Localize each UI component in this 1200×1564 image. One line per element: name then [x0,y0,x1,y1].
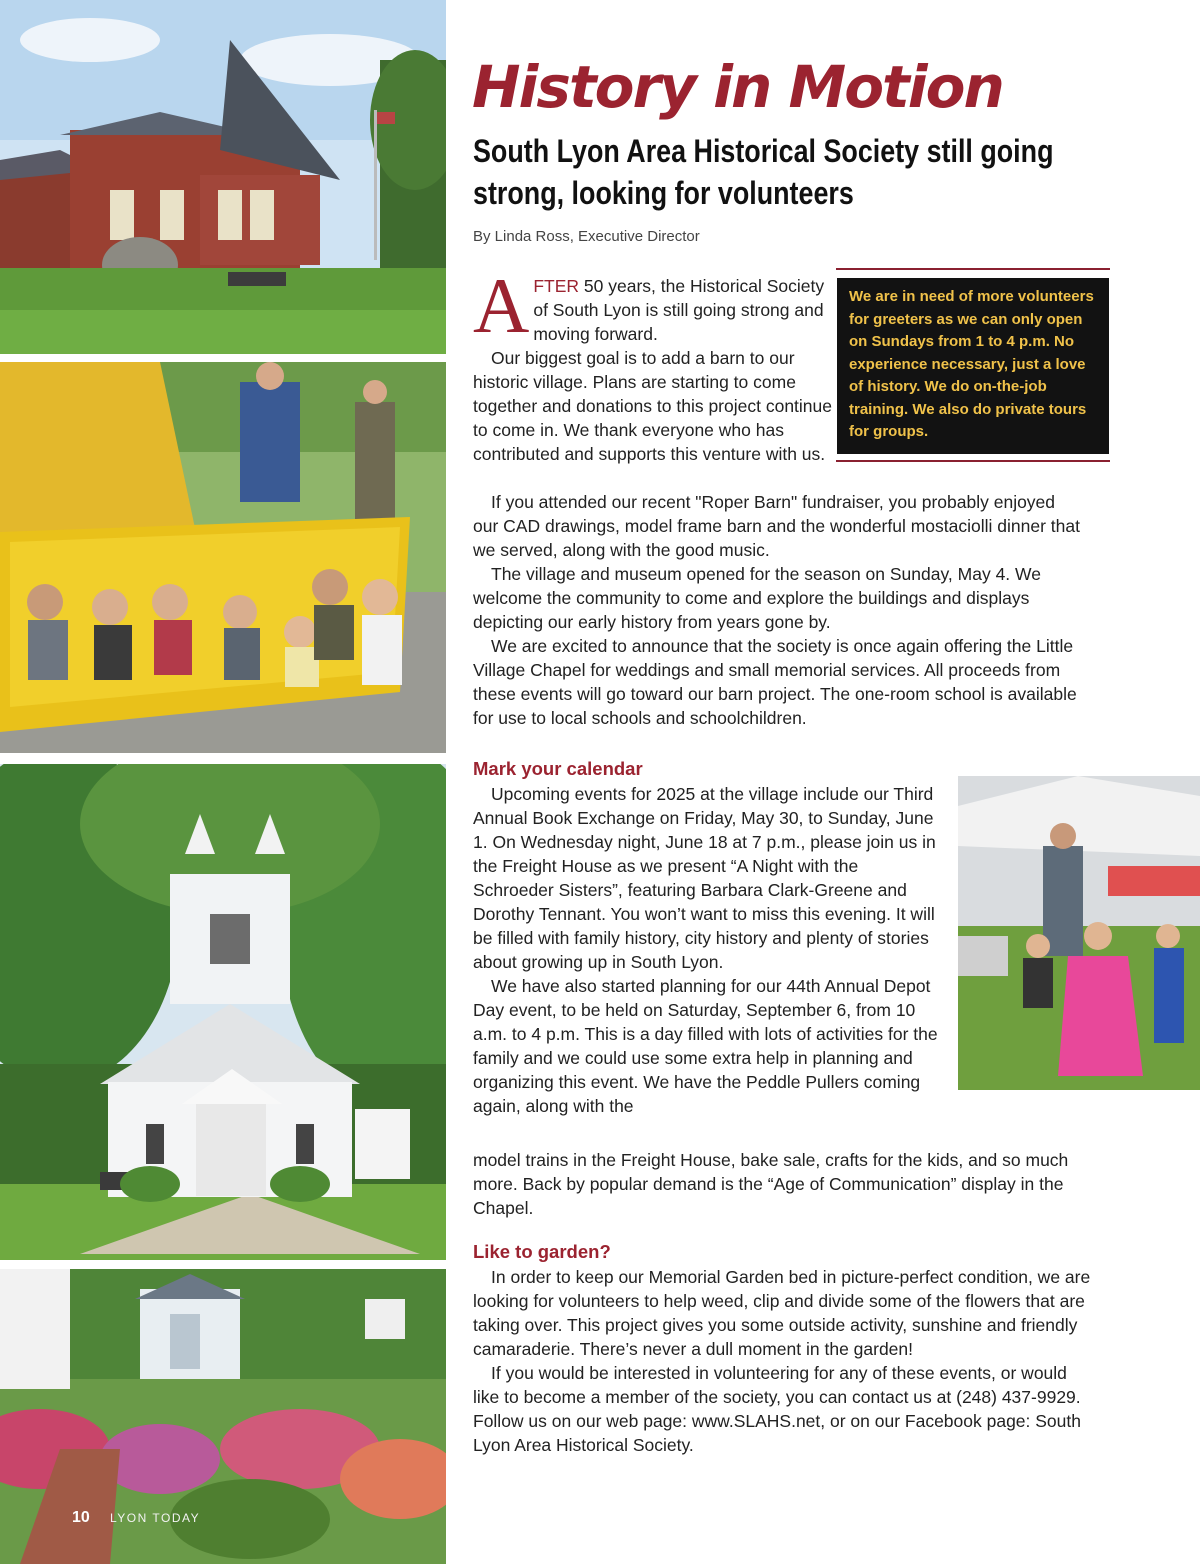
body-paragraph: In order to keep our Memorial Garden bed in picture-perfect condition, we are looking for volunteers to help weed, clip and divide some of the flowers that are taking over. This project gives you some outside activity, sunshine and friendly camaraderie. There’s never a dull moment in the garden! [473,1267,1091,1359]
calendar-text [473,782,943,1118]
lead-first-text: 50 years, the Historical Society of South Lyon is still going strong and moving forward. [533,276,825,344]
section-heading-garden: Like to garden? [473,1241,611,1262]
page-number: 10 [72,1509,90,1526]
body-paragraph: We are excited to announce that the society is once again offering the Little Village Chapel for weddings and small memorial services. All proceeds from these events will go toward our barn project. The one-room school is available for use to local schools and schoolchildren. [473,636,1077,728]
article-title: History in Motion [472,53,1003,121]
body-paragraph-continued: model trains in the Freight House, bake sale, crafts for the kids, and so much more. Back by popular demand is the “Age of Communication” display in the Chapel. [473,1150,1069,1218]
volunteer-callout: We are in need of more volunteers for greeters as we can only open on Sundays from 1 to 4 p.m. No experience necessary, just a love of history. We do on-the-job training. We also do private tours for groups. [837,278,1109,454]
body-paragraph: If you attended our recent "Roper Barn" fundraiser, you probably enjoyed our CAD drawings, model frame barn and the wonderful mostaciolli dinner that we served, along with the good music. [473,492,1080,560]
lead-text [473,262,833,466]
body-paragraph: We have also started planning for our 44th Annual Depot Day event, to be held on Saturday, September 6, from 10 a.m. to 4 p.m. This is a day filled with lots of activities for the family and we could use some extra help in planning and organizing this event. We have the Peddle Pullers coming again, along with the [473,976,938,1116]
garden-text [473,1265,1093,1457]
calendar-text-continued [473,1148,1088,1220]
depot-photo [0,0,446,354]
body-paragraph: The village and museum opened for the season on Sunday, May 4. We welcome the community to come and explore the buildings and displays depicting our early history from years gone by. [473,564,1041,632]
article-subtitle: South Lyon Area Historical Society still going strong, looking for volunteers [473,133,1054,211]
body-text [473,490,1083,730]
lead-paragraph [473,262,833,349]
chapel-photo [0,764,446,1260]
memorial-garden-photo [0,1269,446,1564]
callout-bottom-rule [836,460,1110,462]
drop-cap: A [473,262,530,349]
loader-kids-photo [0,362,446,753]
callout-top-rule [836,268,1110,270]
body-paragraph: If you would be interested in volunteering for any of these events, or would like to become a member of the society, you can contact us at (248) 437-9929. Follow us on our web page: www.SLAHS.net, or on our Facebook page: South Lyon Area Historical Society. [473,1363,1081,1455]
section-heading-calendar: Mark your calendar [473,758,643,779]
body-paragraph: Our biggest goal is to add a barn to our historic village. Plans are starting to come together and donations to this project continue to come in. We thank everyone who has contributed and supports this venture with us. [473,348,832,464]
depot-day-tent-photo [958,776,1200,1090]
body-paragraph: Upcoming events for 2025 at the village include our Third Annual Book Exchange on Friday, May 30, to Sunday, June 1. On Wednesday night, June 18 at 7 p.m., please join us in the Freight House as we present “A Night with the Schroeder Sisters”, featuring Barbara Clark-Greene and Dorothy Tennant. You won’t want to miss this evening. It will be filled with family history, city history and plenty of stories about growing up in South Lyon. [473,784,936,972]
publication-name: LYON TODAY [110,1511,201,1525]
byline: By Linda Ross, Executive Director [473,228,700,245]
lead-caps: FTER [533,276,580,296]
